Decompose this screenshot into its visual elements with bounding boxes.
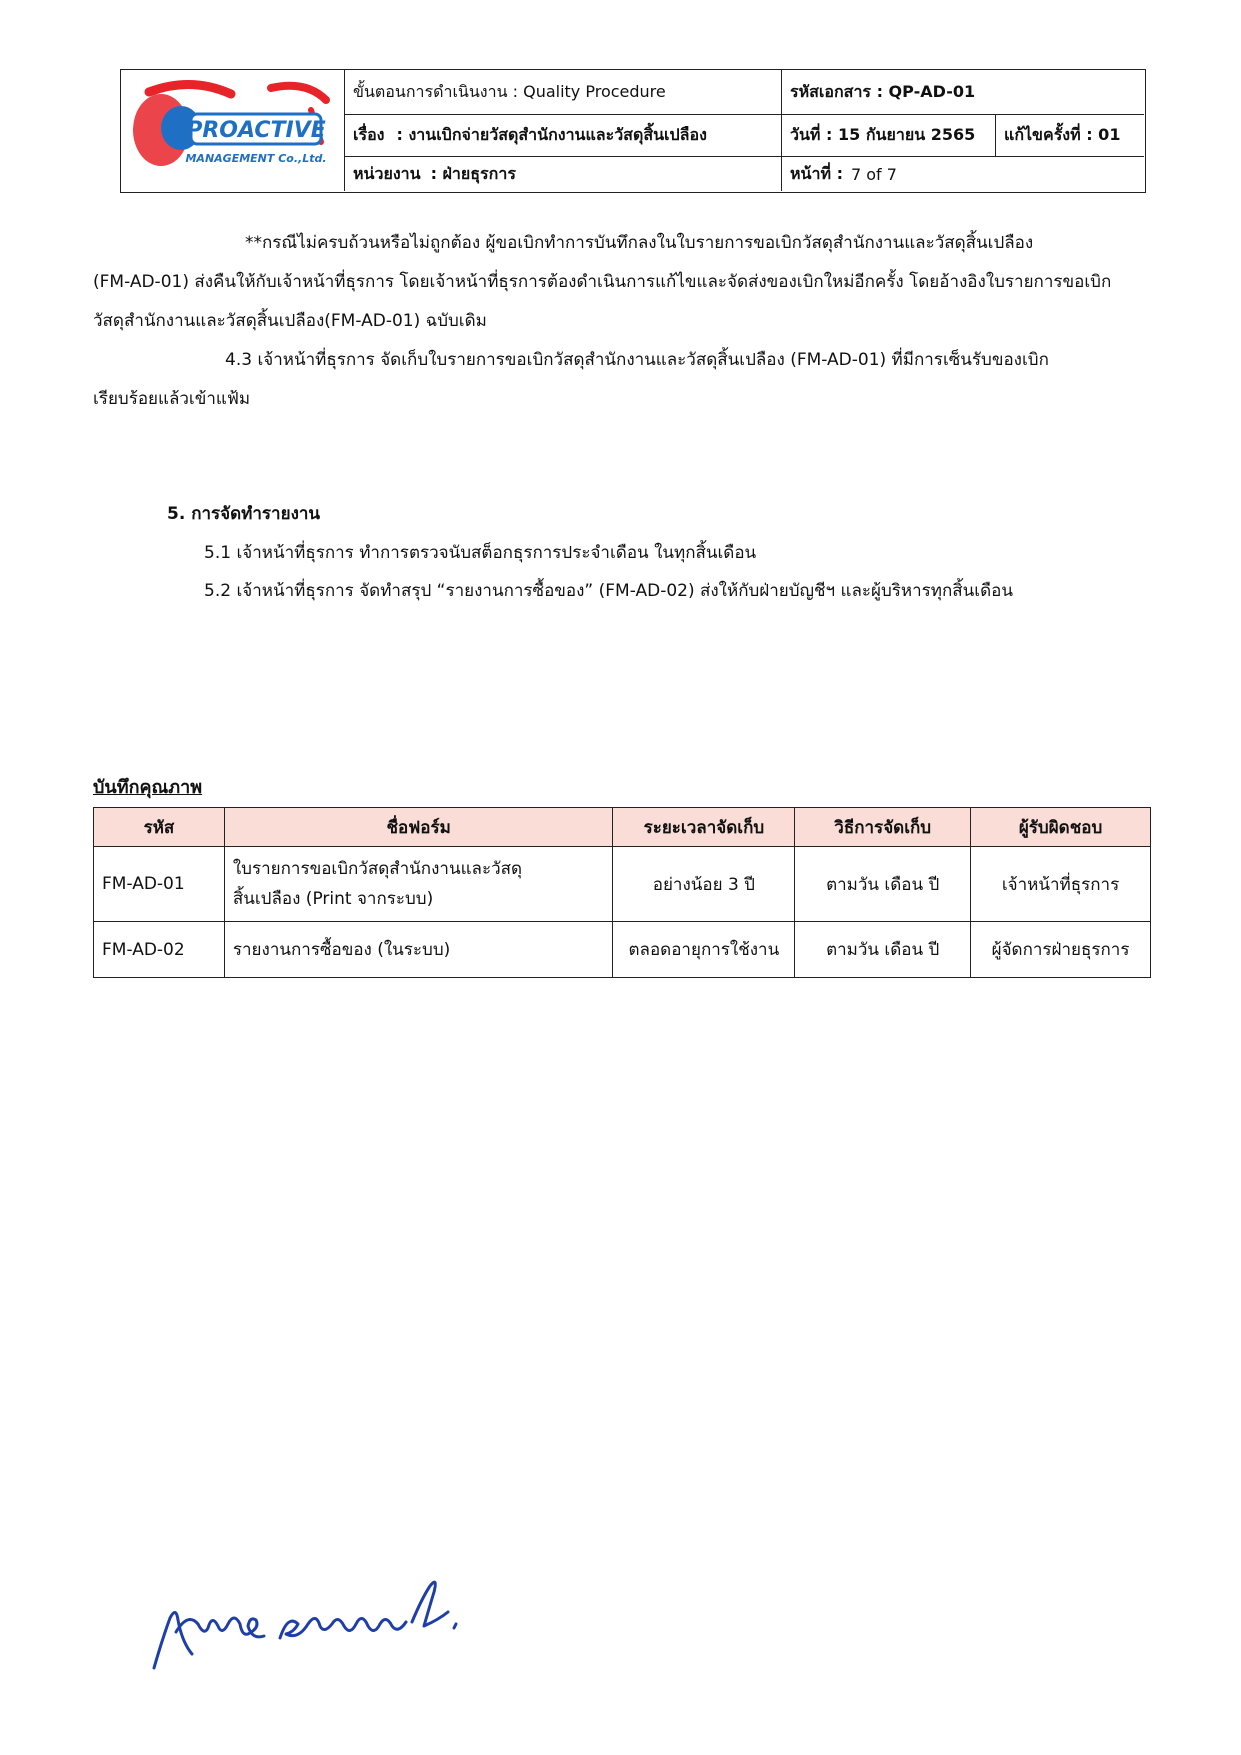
cell-owner: ผู้จัดการฝ่ายธุรการ — [971, 922, 1151, 978]
revision-cell — [995, 114, 1144, 156]
table-row — [94, 847, 1151, 922]
para1-line1: **กรณีไม่ครบถ้วนหรือไม่ถูกต้อง ผู้ขอเบิกทำการบันทึกลงในใบรายการขอเบิกวัสดุสำนักงานและวัสดุสิ้นเปลือง — [245, 233, 1034, 253]
para1-line3: วัสดุสำนักงานและวัสดุสิ้นเปลือง(FM-AD-01) ฉบับเดิม — [93, 311, 487, 331]
subject-label: เรื่อง — [353, 125, 385, 144]
logo-graphic — [121, 70, 343, 190]
cell-method: ตามวัน เดือน ปี — [795, 847, 971, 922]
header-retention: ระยะเวลาจัดเก็บ — [613, 808, 795, 847]
page-label: หน้าที่ : — [790, 163, 843, 183]
form-name-line2: สิ้นเปลือง (Print จากระบบ) — [232, 889, 434, 909]
doc-code: รหัสเอกสาร : QP-AD-01 — [790, 81, 976, 101]
logo-text: PROACTIVE — [186, 118, 326, 143]
quality-records-title: บันทึกคุณภาพ — [93, 777, 203, 798]
cell-code: FM-AD-02 — [94, 922, 225, 978]
unit-label: หน่วยงาน — [353, 163, 421, 183]
quality-records-table — [93, 807, 1151, 978]
cell-retention: ตลอดอายุการใช้งาน — [613, 922, 795, 978]
page-cell — [781, 156, 1144, 191]
header-owner: ผู้รับผิดชอบ — [971, 808, 1151, 847]
cell-form-name: รายงานการซื้อของ (ในระบบ) — [224, 922, 613, 978]
table-header-row — [94, 808, 1151, 847]
company-logo — [121, 70, 345, 191]
form-name-line1: ใบรายการขอเบิกวัสดุสำนักงานและวัสดุ — [232, 859, 523, 879]
header-form-name: ชื่อฟอร์ม — [224, 808, 613, 847]
procedure-cell — [345, 70, 781, 114]
header-method: วิธีการจัดเก็บ — [795, 808, 971, 847]
unit-cell — [345, 156, 781, 191]
section-5-heading: 5. การจัดทำรายงาน — [167, 504, 321, 524]
revision-number: แก้ไขครั้งที่ : 01 — [1004, 125, 1121, 144]
date-cell — [781, 114, 995, 156]
cell-owner: เจ้าหน้าที่ธุรการ — [971, 847, 1151, 922]
cell-retention: อย่างน้อย 3 ปี — [613, 847, 795, 922]
table-row — [94, 922, 1151, 978]
subject-text: : งานเบิกจ่ายวัสดุสำนักงานและวัสดุสิ้นเปลือง — [396, 125, 707, 144]
item-5-1: 5.1 เจ้าหน้าที่ธุรการ ทำการตรวจนับสต็อกธุรการประจำเดือน ในทุกสิ้นเดือน — [204, 543, 757, 563]
cell-code: FM-AD-01 — [94, 847, 225, 922]
item-4-3-line2: เรียบร้อยแล้วเข้าแฟ้ม — [93, 389, 251, 409]
para1-line2: (FM-AD-01) ส่งคืนให้กับเจ้าหน้าที่ธุรการ โดยเจ้าหน้าที่ธุรการต้องดำเนินการแก้ไขและจัดส่งของเบิกใหม่อีกครั้ง โดยอ้างอิงใบรายการขอเบิก — [93, 272, 1112, 292]
logo-subtext: MANAGEMENT Co.,Ltd. — [185, 152, 327, 165]
doc-code-cell — [781, 70, 1144, 114]
procedure-title: ขั้นตอนการดำเนินงาน : Quality Procedure — [353, 81, 666, 101]
cell-form-name — [224, 847, 613, 922]
document-header — [120, 69, 1146, 193]
item-5-2: 5.2 เจ้าหน้าที่ธุรการ จัดทำสรุป “รายงานการซื้อของ” (FM-AD-02) ส่งให้กับฝ่ายบัญชีฯ และผู้บริหารทุกสิ้นเดือน — [204, 581, 1013, 601]
cell-method: ตามวัน เดือน ปี — [795, 922, 971, 978]
header-code: รหัส — [94, 808, 225, 847]
unit-text: : ฝ่ายธุรการ — [430, 163, 516, 183]
subject-cell — [345, 114, 781, 156]
document-date: วันที่ : 15 กันยายน 2565 — [790, 125, 976, 144]
item-4-3-line1: 4.3 เจ้าหน้าที่ธุรการ จัดเก็บใบรายการขอเบิกวัสดุสำนักงานและวัสดุสิ้นเปลือง (FM-AD-01) ที่มีการเซ็นรับของเบิก — [225, 350, 1049, 370]
page-number: 7 of 7 — [850, 164, 897, 184]
handwritten-signature — [148, 1528, 478, 1678]
